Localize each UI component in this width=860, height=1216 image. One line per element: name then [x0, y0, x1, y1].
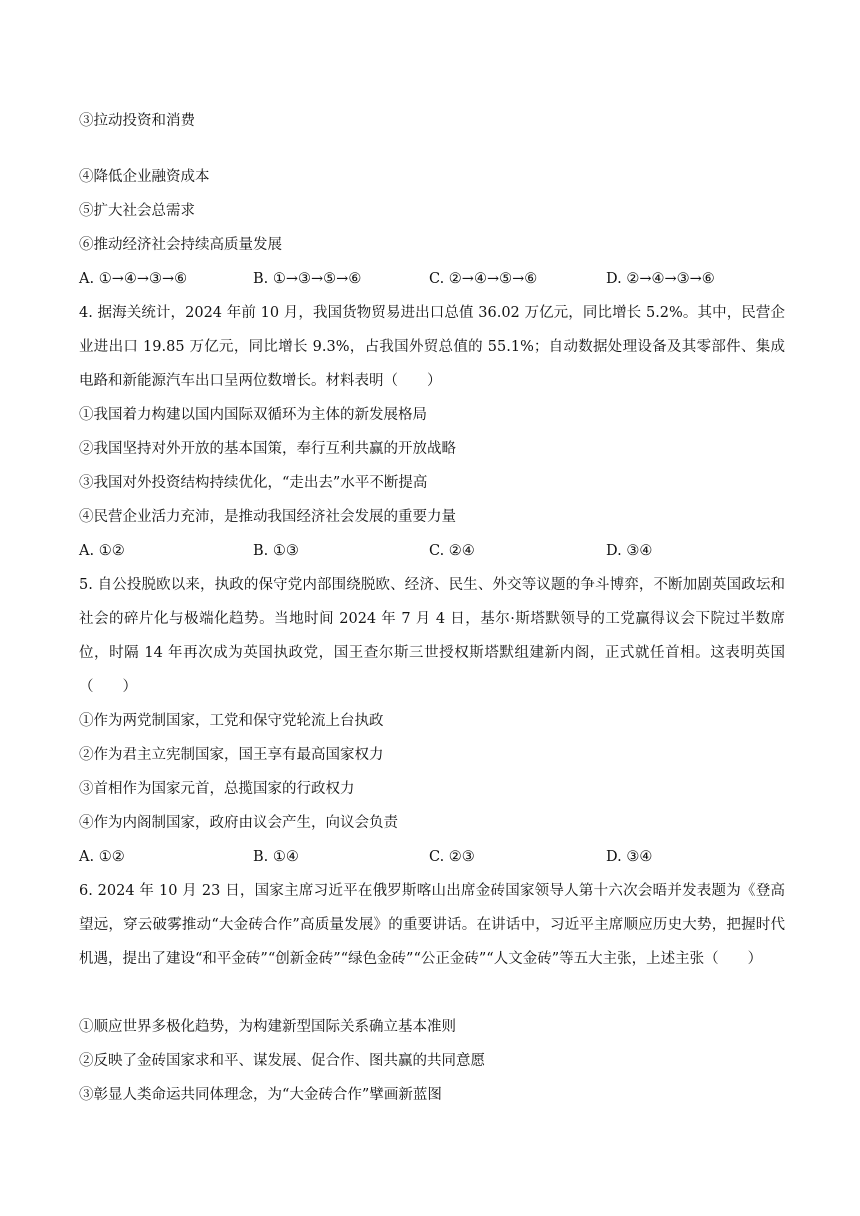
q6-item-1: ①顺应世界多极化趋势，为构建新型国际关系确立基本准则 [79, 1019, 456, 1035]
q4-option-b: B. ①③ [253, 543, 299, 559]
q3-item-5: ⑤扩大社会总需求 [79, 203, 195, 219]
q5-item-4: ④作为内阁制国家，政府由议会产生，向议会负责 [79, 815, 398, 831]
q3-option-b: B. ①→③→⑤→⑥ [253, 271, 362, 287]
q5-item-3: ③首相作为国家元首，总揽国家的行政权力 [79, 781, 355, 797]
q5-item-2: ②作为君主立宪制国家，国王享有最高国家权力 [79, 747, 384, 763]
q5-stem: 5. 自公投脱欧以来，执政的保守党内部围绕脱欧、经济、民生、外交等议题的争斗博弈，不断加剧英国政坛和社会的碎片化与极端化趋势。当地时间 2024 年 7 月 4 日，基尔·斯塔默领导的工党赢得议会下院过半数席位，时隔 14 年再次成为英国执政党，国王查尔斯三世授权斯塔默组建新内阁，正式就任首相。这表明英国（ ） [79, 577, 785, 695]
q3-item-6: ⑥推动经济社会持续高质量发展 [79, 237, 282, 253]
q5-option-b: B. ①④ [253, 849, 299, 865]
q6-stem: 6. 2024 年 10 月 23 日，国家主席习近平在俄罗斯喀山出席金砖国家领导人第十六次会晤并发表题为《登高望远，穿云破雾推动“大金砖合作”高质量发展》的重要讲话。在讲话中，习近平主席顺应历史大势，把握时代机遇，提出了建设“和平金砖”“创新金砖”“绿色金砖”“公正金砖”“人文金砖”等五大主张，上述主张（ ） [79, 883, 785, 967]
q3-item-3: ③拉动投资和消费 [79, 113, 195, 129]
q5-option-c: C. ②③ [429, 849, 475, 865]
q3-option-c: C. ②→④→⑤→⑥ [429, 271, 538, 287]
q4-item-1: ①我国着力构建以国内国际双循环为主体的新发展格局 [79, 407, 427, 423]
q3-item-4: ④降低企业融资成本 [79, 169, 210, 185]
q3-options [79, 269, 785, 289]
q5-item-1: ①作为两党制国家，工党和保守党轮流上台执政 [79, 713, 384, 729]
q3-option-a: A. ①→④→③→⑥ [79, 271, 188, 287]
q6-item-3: ③彰显人类命运共同体理念，为“大金砖合作”擘画新蓝图 [79, 1087, 442, 1103]
q4-item-4: ④民营企业活力充沛，是推动我国经济社会发展的重要力量 [79, 509, 456, 525]
q5-options [79, 847, 785, 867]
q3-option-d: D. ②→④→③→⑥ [606, 271, 715, 287]
q4-option-a: A. ①② [79, 543, 125, 559]
q5-option-d: D. ③④ [606, 849, 653, 865]
q4-item-2: ②我国坚持对外开放的基本国策，奉行互利共赢的开放战略 [79, 441, 456, 457]
q6-item-2: ②反映了金砖国家求和平、谋发展、促合作、图共赢的共同意愿 [79, 1053, 485, 1069]
q4-item-3: ③我国对外投资结构持续优化，“走出去”水平不断提高 [79, 475, 428, 491]
q4-option-c: C. ②④ [429, 543, 475, 559]
q4-option-d: D. ③④ [606, 543, 653, 559]
q4-options [79, 541, 785, 561]
q5-option-a: A. ①② [79, 849, 125, 865]
q4-stem: 4. 据海关统计，2024 年前 10 月，我国货物贸易进出口总值 36.02 万亿元，同比增长 5.2%。其中，民营企业进出口 19.85 万亿元，同比增长 9.3%，占我国外贸总值的 55.1%；自动数据处理设备及其零部件、集成电路和新能源汽车出口呈两位数增长。材料表明（ ） [79, 305, 785, 389]
